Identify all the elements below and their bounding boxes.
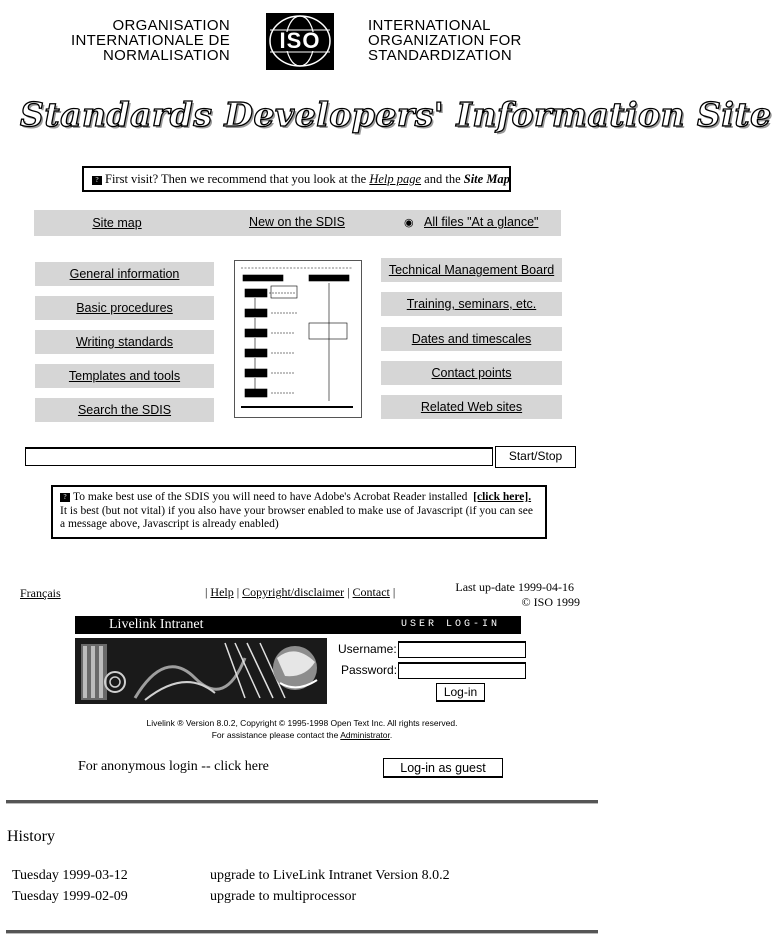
new-on-sdis-button[interactable]: New on the SDIS bbox=[249, 215, 345, 229]
password-label: Password: bbox=[341, 663, 398, 677]
org-fr-line: NORMALISATION bbox=[103, 47, 230, 64]
logo-text: ISO bbox=[279, 28, 321, 53]
notice-text: To make best use of the SDIS you will need to have Adobe's Acrobat Reader installed bbox=[73, 491, 468, 503]
nav-general-information[interactable]: General information bbox=[35, 262, 214, 286]
help-link[interactable]: Help bbox=[210, 585, 234, 599]
user-login-heading: USER LOG-IN bbox=[401, 619, 501, 630]
org-name-french bbox=[60, 18, 230, 63]
administrator-link[interactable]: Administrator bbox=[340, 730, 390, 740]
top-nav-bar bbox=[34, 210, 561, 236]
org-fr-line: ORGANISATION bbox=[112, 17, 230, 34]
org-fr-line: INTERNATIONALE DE bbox=[70, 32, 230, 49]
contact-link[interactable]: Contact bbox=[352, 585, 390, 599]
scrolling-text-field[interactable] bbox=[25, 447, 493, 466]
password-input[interactable] bbox=[398, 662, 526, 679]
nav-templates-and-tools[interactable]: Templates and tools bbox=[35, 364, 214, 388]
login-as-guest-button[interactable]: Log-in as guest bbox=[383, 758, 503, 778]
org-en-line: STANDARDIZATION bbox=[368, 47, 512, 64]
start-stop-button[interactable]: Start/Stop bbox=[495, 446, 576, 468]
footer-links: | Help | Copyright/disclaimer | Contact | bbox=[205, 585, 396, 599]
nav-search-the-sdis[interactable]: Search the SDIS bbox=[35, 398, 214, 422]
livelink-banner-image bbox=[75, 638, 327, 704]
first-visit-middle: and the bbox=[424, 172, 461, 186]
login-button[interactable]: Log-in bbox=[436, 683, 485, 702]
nav-contact-points[interactable]: Contact points bbox=[381, 361, 562, 385]
site-map-button[interactable]: Site map bbox=[92, 216, 142, 230]
history-event: upgrade to LiveLink Intranet Version 8.0.2 bbox=[210, 868, 450, 883]
nav-training-seminars[interactable]: Training, seminars, etc. bbox=[381, 292, 562, 316]
copyright-link[interactable]: Copyright/disclaimer bbox=[242, 585, 345, 599]
acrobat-notice-box bbox=[51, 485, 547, 539]
nav-technical-management-board[interactable]: Technical Management Board bbox=[381, 258, 562, 282]
history-title: History bbox=[7, 828, 55, 845]
assistance-text: For assistance please contact the bbox=[211, 730, 339, 740]
org-en-line: INTERNATIONAL bbox=[368, 17, 491, 34]
divider-line bbox=[6, 930, 598, 934]
first-visit-text: First visit? Then we recommend that you look at the bbox=[105, 172, 367, 186]
divider-line bbox=[6, 800, 598, 804]
anonymous-login-text: For anonymous login -- click here bbox=[78, 759, 269, 774]
nav-writing-standards[interactable]: Writing standards bbox=[35, 330, 214, 354]
francais-link[interactable]: Français bbox=[20, 586, 61, 600]
nav-related-web-sites[interactable]: Related Web sites bbox=[381, 395, 562, 419]
username-input[interactable] bbox=[398, 641, 526, 658]
livelink-brand: Livelink Intranet bbox=[109, 617, 204, 632]
last-update-text: Last up-date 1999-04-16 bbox=[455, 580, 574, 594]
copyright-iso-text: © ISO 1999 bbox=[521, 595, 580, 609]
iso-logo bbox=[266, 13, 334, 70]
info-icon: ? bbox=[92, 176, 102, 185]
help-page-link[interactable]: Help page bbox=[369, 172, 422, 186]
version-copyright-text: Livelink ® Version 8.0.2, Copyright © 1995-1998 Open Text Inc. All rights reserved. bbox=[146, 718, 458, 728]
nav-basic-procedures[interactable]: Basic procedures bbox=[35, 296, 214, 320]
eye-icon: ◉ bbox=[404, 217, 414, 229]
assistance-line: For assistance please contact the Administrator. bbox=[211, 730, 393, 740]
org-name-english bbox=[368, 18, 568, 63]
notice-rest-text: It is best (but not vital) if you also have your browser enabled to make use of Javascript (if you can see a message above, Javascript is already enabled) bbox=[60, 504, 533, 530]
username-label: Username: bbox=[338, 642, 397, 656]
flow-diagram-graphic bbox=[235, 261, 361, 417]
site-map-link[interactable]: Site Map bbox=[463, 172, 510, 186]
first-visit-box bbox=[82, 166, 511, 192]
all-files-button[interactable]: All files "At a glance" bbox=[424, 215, 539, 229]
livelink-header-bar bbox=[75, 616, 521, 634]
info-icon: ? bbox=[60, 493, 70, 502]
nav-dates-and-timescales[interactable]: Dates and timescales bbox=[381, 327, 562, 351]
decorative-banner-graphic bbox=[75, 638, 327, 704]
org-en-line: ORGANIZATION FOR bbox=[368, 32, 522, 49]
procedures-flow-diagram[interactable] bbox=[234, 260, 362, 418]
history-event: upgrade to multiprocessor bbox=[210, 889, 357, 904]
history-date: Tuesday 1999-03-12 bbox=[12, 868, 128, 883]
site-title: Standards Developers' Information Site bbox=[20, 95, 772, 134]
history-date: Tuesday 1999-02-09 bbox=[12, 889, 128, 904]
click-here-link[interactable]: [click here]. bbox=[473, 491, 532, 503]
